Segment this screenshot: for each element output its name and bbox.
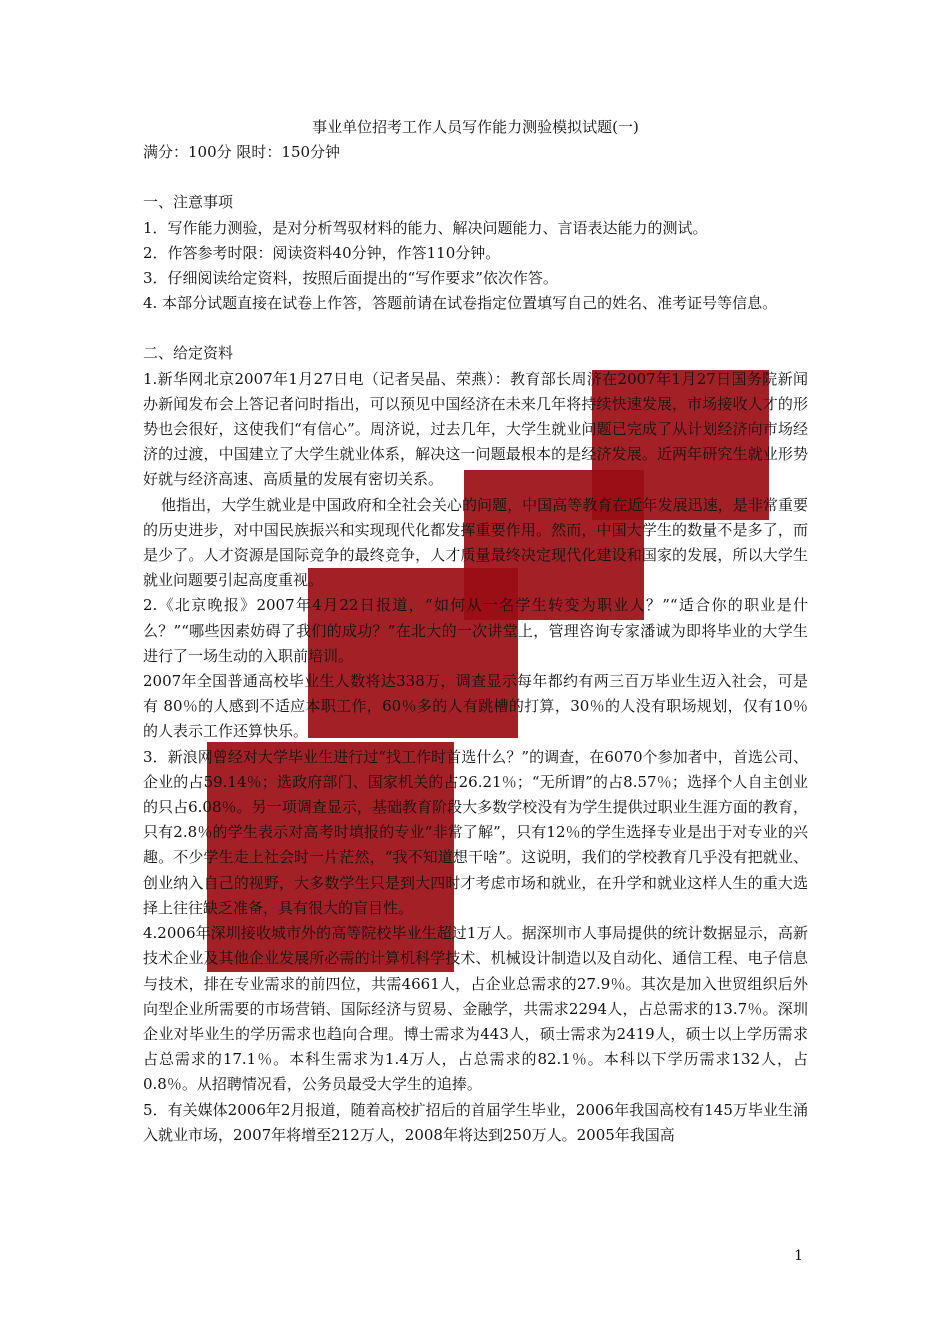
- section-heading-materials: 二、给定资料: [143, 344, 234, 363]
- section-heading-notes: 一、注意事项: [143, 193, 234, 212]
- material-paragraph: 5．有关媒体2006年2月报道，随着高校扩招后的首届学生毕业，2006年我国高校有145万毕业生涌入就业市场，2007年将增至212万人，2008年将达到250万人。2005年我国高: [143, 1100, 808, 1144]
- material-paragraph: 4.2006年深圳接收城市外的高等院校毕业生超过1万人。据深圳市人事局提供的统计数据显示，高新技术企业及其他企业发展所必需的计算机科学技术、机械设计制造以及自动化、通信工程、电子信息与技术，排在专业需求的前四位，共需4661人，占企业总需求的27.9％。其次是加入世贸组织后外向型企业所需要的市场营销、国际经济与贸易、金融学，共需求2294人，占总需求的13.7％。深圳企业对毕业生的学历需求也趋向合理。博士需求为443人，硕士需求为2419人，硕士以上学历需求占总需求的17.1％。本科生需求为1.4万人，占总需求的82.1％。本科以下学历需求132人，占0.8％。从招聘情况看，公务员最受大学生的追捧。: [143, 924, 808, 1094]
- notes-item: 2．作答参考时限：阅读资料40分钟，作答110分钟。: [143, 243, 501, 262]
- material-paragraph: 1.新华网北京2007年1月27日电（记者吴晶、荣燕）：教育部长周济在2007年1月27日国务院新闻办新闻发布会上答记者问时指出，可以预见中国经济在未来几年将持续快速发展，市场接收人才的形势也会很好，这使我们“有信心”。周济说，过去几年，大学生就业问题已完成了从计划经济向市场经济的过渡，中国建立了大学生就业体系，解决这一问题最根本的是经济发展。近两年研究生就业形势好就与经济高速、高质量的发展有密切关系。: [143, 369, 808, 489]
- material-paragraph: 他指出，大学生就业是中国政府和全社会关心的问题，中国高等教育在近年发展迅速，是非常重要的历史进步，对中国民族振兴和实现现代化都发挥重要作用。然而，中国大学生的数量不是多了，而是少了。人才资源是国际竞争的最终竞争，人才质量最终决定现代化建设和国家的发展，所以大学生就业问题要引起高度重视。: [143, 495, 808, 590]
- notes-item: 3．仔细阅读给定资料，按照后面提出的“写作要求”依次作答。: [143, 269, 558, 288]
- material-paragraph: 3．新浪网曾经对大学毕业生进行过“找工作时首选什么？”的调查，在6070个参加者中，首选公司、企业的占59.14％；选政府部门、国家机关的占26.21％；“无所谓”的占8.57％；选择个人自主创业的只占6.08％。另一项调查显示，基础教育阶段大多数学校没有为学生提供过职业生涯方面的教育，只有2.8％的学生表示对高考时填报的专业“非常了解”，只有12％的学生选择专业是出于对专业的兴趣。不少学生走上社会时一片茫然，“我不知道想干啥”。这说明，我们的学校教育几乎没有把就业、创业纳入自己的视野，大多数学生只是到大四时才考虑市场和就业，在升学和就业这样人生的重大选择上往往缺乏准备，具有很大的盲目性。: [143, 747, 808, 917]
- score-time-info: 满分：100分 限时：150分钟: [143, 143, 341, 162]
- notes-item: 1．写作能力测验，是对分析驾驭材料的能力、解决问题能力、言语表达能力的测试。: [143, 218, 708, 237]
- page-number: 1: [794, 1248, 803, 1264]
- notes-item: 4. 本部分试题直接在试卷上作答，答题前请在试卷指定位置填写自己的姓名、准考证号等信息。: [143, 294, 778, 313]
- material-paragraph: 2.《北京晚报》2007年4月22日报道，“如何从一名学生转变为职业人？”“适合你的职业是什么？”“哪些因素妨碍了我们的成功？”在北大的一次讲堂上，管理咨询专家潘诚为即将毕业的大学生进行了一场生动的入职前培训。: [143, 596, 808, 665]
- document-body: [143, 115, 808, 1148]
- material-paragraph: 2007年全国普通高校毕业生人数将达338万，调查显示每年都约有两三百万毕业生迈入社会，可是有 80％的人感到不适应本职工作，60％多的人有跳槽的打算，30％的人没有职场规划，仅有10％的人表示工作还算快乐。: [143, 672, 808, 741]
- document-title: 事业单位招考工作人员写作能力测验模拟试题(一): [312, 118, 639, 136]
